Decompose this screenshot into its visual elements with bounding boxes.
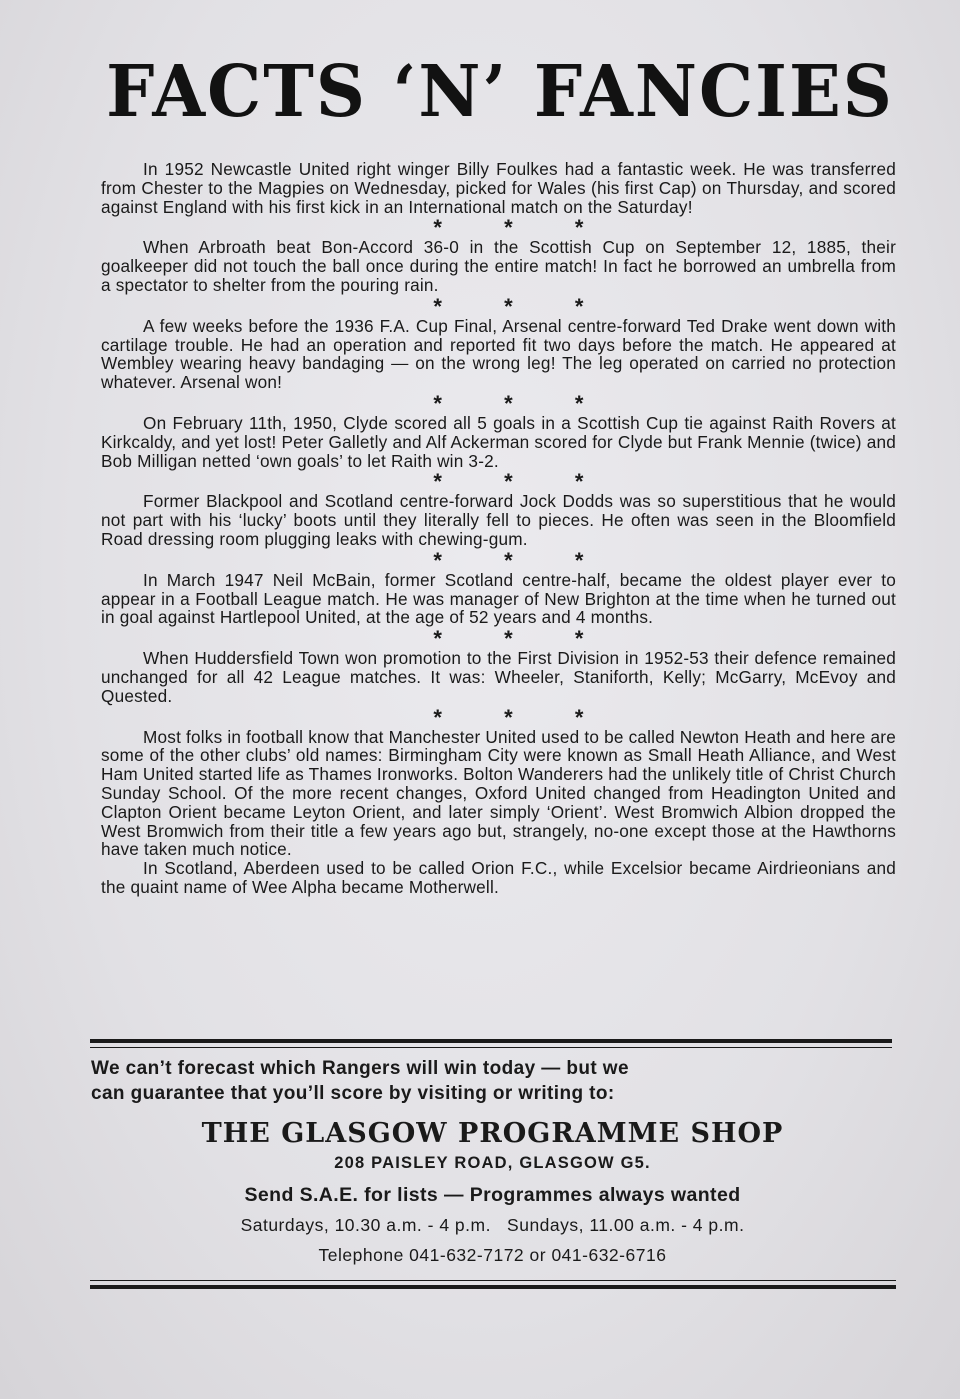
- star-separator: [101, 549, 896, 571]
- advert-line-2: can guarantee that you’ll score by visiting or writing to:: [91, 1083, 615, 1104]
- star-icon: *: [574, 215, 584, 241]
- star-separator: [101, 392, 896, 414]
- fact-paragraph: In Scotland, Aberdeen used to be called Orion F.C., while Excelsior became Airdrieonians and the quaint name of Wee Alpha became Motherwell.: [101, 858, 896, 897]
- fact-paragraph: In March 1947 Neil McBain, former Scotland centre-half, became the oldest player ever to appear in a Football League match. He was manager of New Brighton at the time when he turned out in goal against Hartlepool United, at the age of 52 years and 4 months.: [101, 569, 896, 628]
- star-icon: *: [574, 390, 584, 416]
- star-icon: *: [504, 293, 513, 319]
- star-icon: *: [574, 547, 584, 573]
- shop-telephone: Telephone 041-632-7172 or 041-632-6716: [318, 1245, 667, 1265]
- star-icon: *: [433, 547, 443, 573]
- star-separator: [101, 706, 896, 728]
- star-icon: *: [574, 293, 584, 319]
- star-icon: *: [504, 469, 513, 495]
- star-icon: *: [433, 390, 443, 416]
- star-icon: *: [574, 469, 584, 495]
- star-icon: *: [504, 626, 513, 652]
- star-icon: *: [433, 293, 443, 319]
- fact-paragraph: When Arbroath beat Bon-Accord 36-0 in the Scottish Cup on September 12, 1885, their goalkeeper did not touch the ball once during the entire match! In fact he borrowed an umbrella from a spectator to shelter from the pouring rain.: [101, 237, 896, 295]
- star-icon: *: [504, 547, 513, 573]
- star-icon: *: [504, 215, 513, 241]
- star-icon: *: [504, 390, 513, 416]
- star-icon: *: [574, 704, 584, 730]
- advert-line-1: We can’t forecast which Rangers will win today — but we: [91, 1058, 629, 1079]
- fact-paragraph: When Huddersfield Town won promotion to the First Division in 1952-53 their defence remained unchanged for all 42 League matches. It was: Wheeler, Staniforth, Kelly; McGarry, McEvoy and Quested.: [101, 648, 896, 706]
- shop-send-notice: Send S.A.E. for lists — Programmes always wanted: [244, 1184, 741, 1206]
- fact-paragraph: Most folks in football know that Manchester United used to be called Newton Heath and here are some of the other clubs’ old names: Birmingham City were known as Small Heath Alliance, and West Ham United started life as Thames Ironworks. Bolton Wanderers had the unlikely title of Christ Church Sunday School. Of the more recent changes, Oxford United changed from Headington United and Clapton Orient became Leyton Orient, and later simply ‘Orient’. West Bromwich Albion dropped the West Bromwich from their title a few years ago but, strangely, no-one except those at the Hawthorns have taken much notice.: [101, 726, 896, 860]
- facts-body: [101, 160, 896, 897]
- star-separator: [101, 469, 896, 495]
- shop-address: 208 PAISLEY ROAD, GLASGOW G5.: [334, 1154, 651, 1172]
- star-separator: [101, 626, 896, 652]
- divider-rule: [90, 1280, 896, 1289]
- page-title: FACTS ‘N’ FANCIES: [106, 50, 894, 134]
- star-separator: [101, 215, 896, 241]
- star-icon: *: [433, 215, 443, 241]
- fact-paragraph: Former Blackpool and Scotland centre-forward Jock Dodds was so superstitious that he would not part with his ‘lucky’ boots until they literally fell to pieces. He often was seen in the Bloomfield Road dressing room plugging leaks with chewing-gum.: [101, 491, 896, 549]
- star-icon: *: [433, 626, 443, 652]
- shop-hours: Saturdays, 10.30 a.m. - 4 p.m. Sundays, 11.00 a.m. - 4 p.m.: [240, 1215, 745, 1235]
- fact-paragraph: A few weeks before the 1936 F.A. Cup Final, Arsenal centre-forward Ted Drake went down with cartilage trouble. He had an operation and reported fit two days before the match. He appeared at Wembley wearing heavy bandaging — on the wrong leg! The leg operated on carried no protection whatever. Arsenal won!: [101, 315, 896, 393]
- star-icon: *: [504, 704, 513, 730]
- star-icon: *: [433, 704, 443, 730]
- fact-paragraph: In 1952 Newcastle United right winger Billy Foulkes had a fantastic week. He was transferred from Chester to the Magpies on Wednesday, picked for Wales (his first Cap) on Thursday, and scored against England with his first kick in an International match on the Saturday!: [101, 159, 896, 217]
- star-separator: [101, 295, 896, 317]
- star-icon: *: [574, 626, 584, 652]
- fact-paragraph: On February 11th, 1950, Clyde scored all 5 goals in a Scottish Cup tie against Raith Rovers at Kirkcaldy, and yet lost! Peter Galletly and Alf Ackerman scored for Clyde but Frank Mennie (twice) and Bob Milligan netted ‘own goals’ to let Raith win 3-2.: [101, 412, 896, 471]
- shop-name: THE GLASGOW PROGRAMME SHOP: [201, 1118, 784, 1149]
- star-icon: *: [433, 469, 443, 495]
- divider-rule: [90, 1039, 892, 1048]
